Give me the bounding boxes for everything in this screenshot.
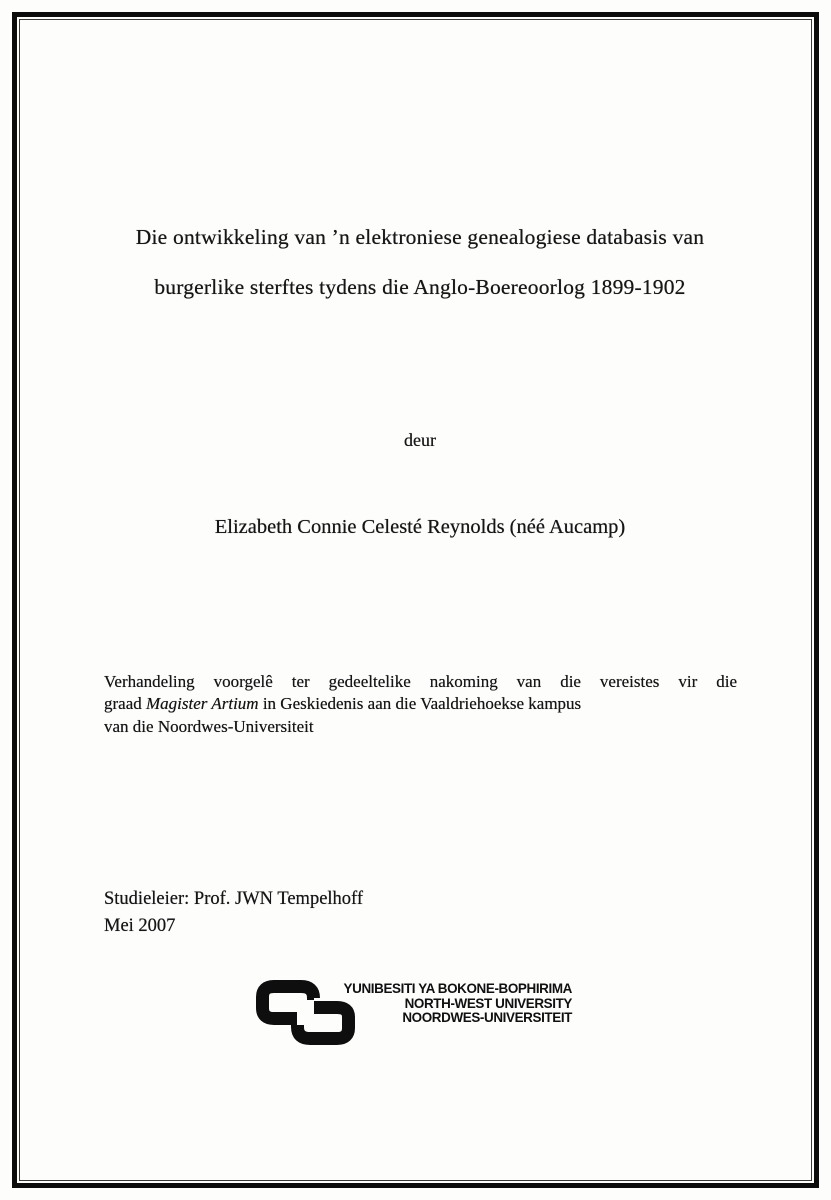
degree-statement-line2-pre: graad xyxy=(104,694,147,714)
supervisor-line: Studieleier: Prof. JWN Tempelhoff xyxy=(104,889,364,909)
degree-name-italic: Magister Artium xyxy=(146,694,259,714)
logo-line-english: NORTH-WEST UNIVERSITY xyxy=(404,994,572,1011)
thesis-title xyxy=(10,212,830,312)
thesis-title-line2: burgerlike sterftes tydens die Anglo-Boereoorlog 1899-1902 xyxy=(154,275,686,299)
author-name: Elizabeth Connie Celesté Reynolds (néé Aucamp) xyxy=(214,516,626,538)
degree-statement-line3: van die Noordwes-Universiteit xyxy=(104,716,314,736)
byline-label: deur xyxy=(404,430,436,450)
nwu-logo xyxy=(256,977,586,1057)
thesis-title-line1: Die ontwikkeling van ’n elektroniese genealogiese databasis van xyxy=(135,225,705,249)
degree-statement xyxy=(104,671,737,738)
logo-line-setswana: YUNIBESITI YA BOKONE-BOPHIRIMA xyxy=(343,980,572,996)
nwu-wordmark xyxy=(269,981,572,1025)
degree-statement-line2 xyxy=(104,693,737,715)
supervisor-date-block xyxy=(104,886,363,940)
degree-statement-line1: Verhandeling voorgelê ter gedeeltelike nakoming van die vereistes vir die xyxy=(104,672,737,691)
logo-line-afrikaans: NOORDWES-UNIVERSITEIT xyxy=(402,1009,572,1026)
date-line: Mei 2007 xyxy=(104,916,176,936)
degree-statement-line2-post: in Geskiedenis aan die Vaaldriehoekse kampus xyxy=(258,694,582,714)
